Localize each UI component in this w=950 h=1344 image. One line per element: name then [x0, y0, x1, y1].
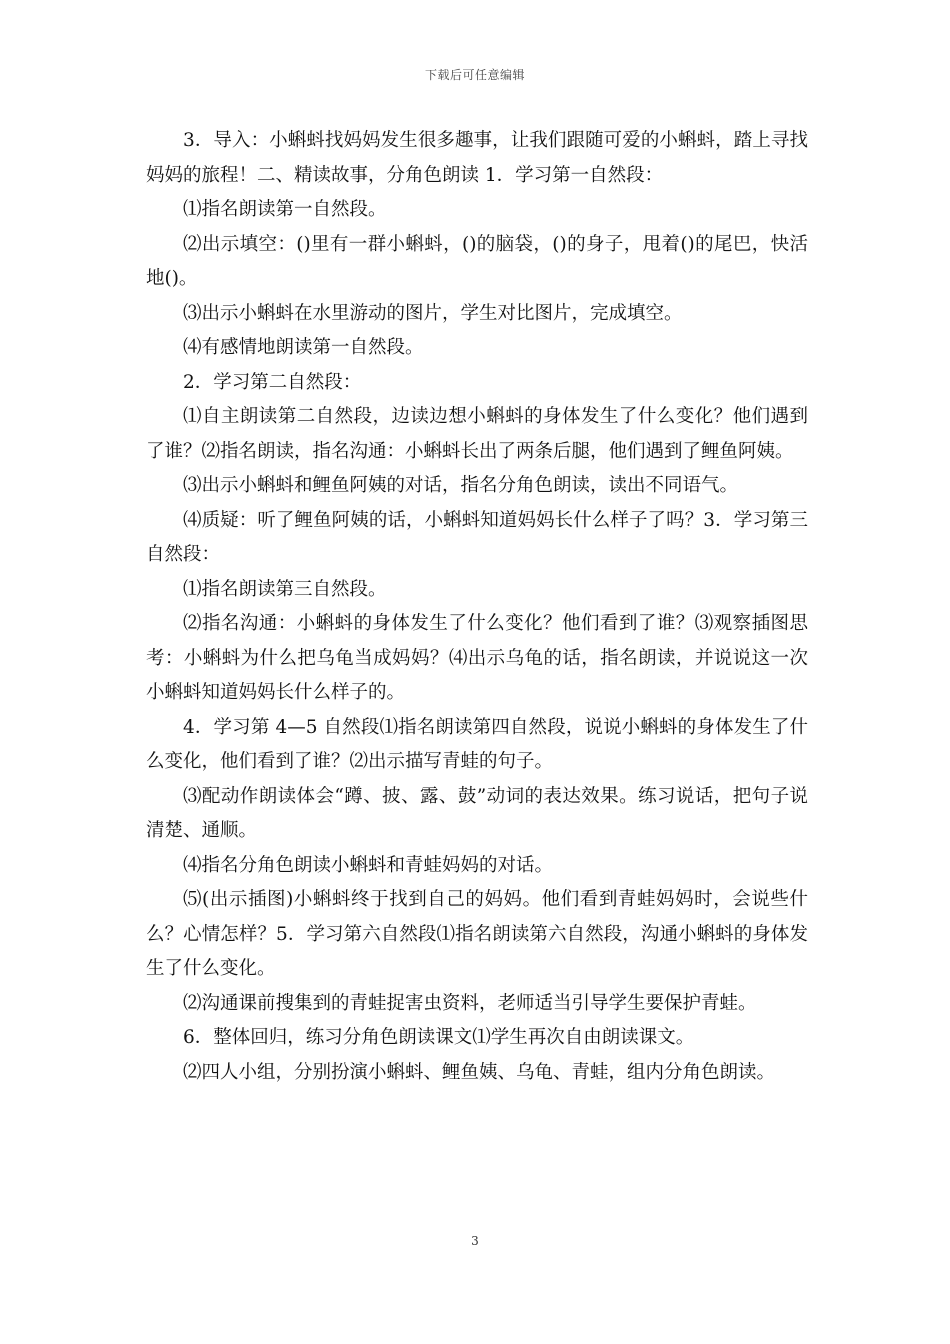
paragraph: ⑴自主朗读第二自然段，边读边想小蝌蚪的身体发生了什么变化？他们遇到了谁？⑵指名朗读，指名沟通：小蝌蚪长出了两条后腿，他们遇到了鲤鱼阿姨。	[146, 406, 808, 462]
page-header: 下载后可任意编辑	[424, 68, 525, 82]
paragraph: ⑶配动作朗读体会“蹲、披、露、鼓”动词的表达效果。练习说话，把句子说清楚、通顺。	[146, 785, 808, 841]
paragraph: ⑵出示填空：()里有一群小蝌蚪，()的脑袋，()的身子，甩着()的尾巴，快活地()。	[146, 233, 808, 289]
paragraph: ⑷质疑：听了鲤鱼阿姨的话，小蝌蚪知道妈妈长什么样子了吗？3．学习第三自然段：	[146, 509, 808, 565]
paragraph: 3．导入：小蝌蚪找妈妈发生很多趣事，让我们跟随可爱的小蝌蚪，踏上寻找妈妈的旅程！二、精读故事，分角色朗读 1．学习第一自然段：	[146, 130, 808, 186]
paragraph: ⑸(出示插图)小蝌蚪终于找到自己的妈妈。他们看到青蛙妈妈时，会说些什么？心情怎样？5．学习第六自然段⑴指名朗读第六自然段，沟通小蝌蚪的身体发生了什么变化。	[146, 889, 808, 979]
paragraph: ⑵沟通课前搜集到的青蛙捉害虫资料，老师适当引导学生要保护青蛙。	[183, 992, 757, 1014]
paragraph: 2．学习第二自然段：	[183, 371, 362, 393]
page-number: 3	[471, 1234, 479, 1248]
paragraph: ⑶出示小蝌蚪在水里游动的图片，学生对比图片，完成填空。	[183, 302, 683, 324]
paragraph: ⑶出示小蝌蚪和鲤鱼阿姨的对话，指名分角色朗读，读出不同语气。	[183, 475, 739, 496]
paragraph: ⑴指名朗读第一自然段。	[183, 199, 387, 220]
document-body	[146, 124, 808, 1090]
paragraph: 6．整体回归，练习分角色朗读课文⑴学生再次自由朗读课文。	[183, 1027, 695, 1048]
paragraph: ⑴指名朗读第三自然段。	[183, 578, 387, 600]
paragraph: 4．学习第 4—5 自然段⑴指名朗读第四自然段，说说小蝌蚪的身体发生了什么变化，他们看到了谁？⑵出示描写青蛙的句子。	[146, 716, 808, 772]
paragraph: ⑷有感情地朗读第一自然段。	[183, 337, 424, 358]
paragraph: ⑷指名分角色朗读小蝌蚪和青蛙妈妈的对话。	[183, 854, 554, 876]
paragraph: ⑵指名沟通：小蝌蚪的身体发生了什么变化？他们看到了谁？⑶观察插图思考：小蝌蚪为什么把乌龟当成妈妈？⑷出示乌龟的话，指名朗读，并说说这一次小蝌蚪知道妈妈长什么样子的。	[146, 613, 808, 703]
paragraph: ⑵四人小组，分别扮演小蝌蚪、鲤鱼姨、乌龟、青蛙，组内分角色朗读。	[183, 1061, 776, 1083]
